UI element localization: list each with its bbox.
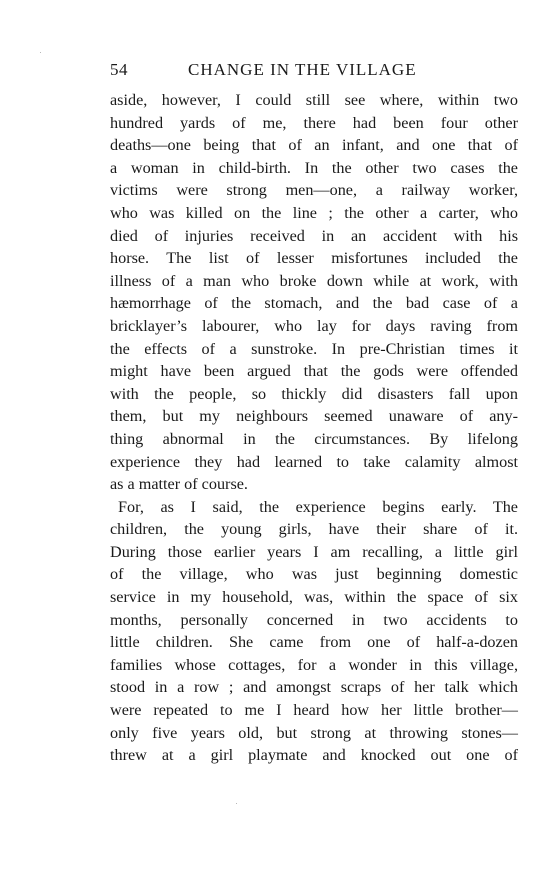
body-text [110, 89, 518, 767]
text-line: might have been argued that the gods were offended [110, 362, 518, 381]
text-line: stood in a row ; and amongst scraps of her talk which [110, 678, 518, 697]
text-line: During those earlier years I am recalling, a little girl [110, 542, 518, 561]
text-line: only five years old, but strong at throwing stones— [110, 723, 518, 742]
text-line: bricklayer’s labourer, who lay for days raving from [110, 316, 518, 335]
text-line: little children. She came from one of half-a-dozen [110, 633, 518, 652]
text-line: the effects of a sunstroke. In pre-Christian times it [110, 339, 518, 358]
text-line: threw at a girl playmate and knocked out one of [110, 746, 518, 765]
text-line: service in my household, was, within the space of six [110, 588, 518, 607]
text-line: hæmorrhage of the stomach, and the bad case of a [110, 294, 518, 313]
text-line: children, the young girls, have their share of it. [110, 520, 518, 539]
paragraph-start-line: For, as I said, the experience begins early. The [118, 497, 518, 516]
text-line: deaths—one being that of an infant, and one that of [110, 136, 518, 155]
paper-speck [40, 52, 41, 53]
text-line: horse. The list of lesser misfortunes included the [110, 249, 518, 268]
text-line: died of injuries received in an accident with his [110, 226, 518, 245]
text-line: aside, however, I could still see where, within two [110, 91, 518, 109]
text-line: with the people, so thickly did disasters fall upon [110, 384, 518, 403]
text-line: were repeated to me I heard how her little brother— [110, 701, 518, 720]
text-line: illness of a man who broke down while at work, with [110, 271, 518, 290]
running-title: CHANGE IN THE VILLAGE [188, 60, 417, 79]
running-head [110, 60, 518, 82]
text-line: families whose cottages, for a wonder in this village, [110, 655, 518, 674]
text-line: victims were strong men—one, a railway worker, [110, 181, 518, 200]
paper-speck [236, 803, 237, 804]
page-number: 54 [110, 60, 128, 79]
paragraph-end-line: as a matter of course. [110, 475, 248, 494]
text-line: thing abnormal in the circumstances. By lifelong [110, 429, 518, 448]
text-line: of the village, who was just beginning domestic [110, 565, 518, 584]
text-line: who was killed on the line ; the other a carter, who [110, 203, 518, 222]
text-line: them, but my neighbours seemed unaware of any- [110, 407, 518, 426]
text-line: hundred yards of me, there had been four other [110, 113, 518, 132]
text-line: a woman in child-birth. In the other two cases the [110, 158, 518, 177]
text-line: experience they had learned to take calamity almost [110, 452, 518, 471]
text-line: months, personally concerned in two accidents to [110, 610, 518, 629]
